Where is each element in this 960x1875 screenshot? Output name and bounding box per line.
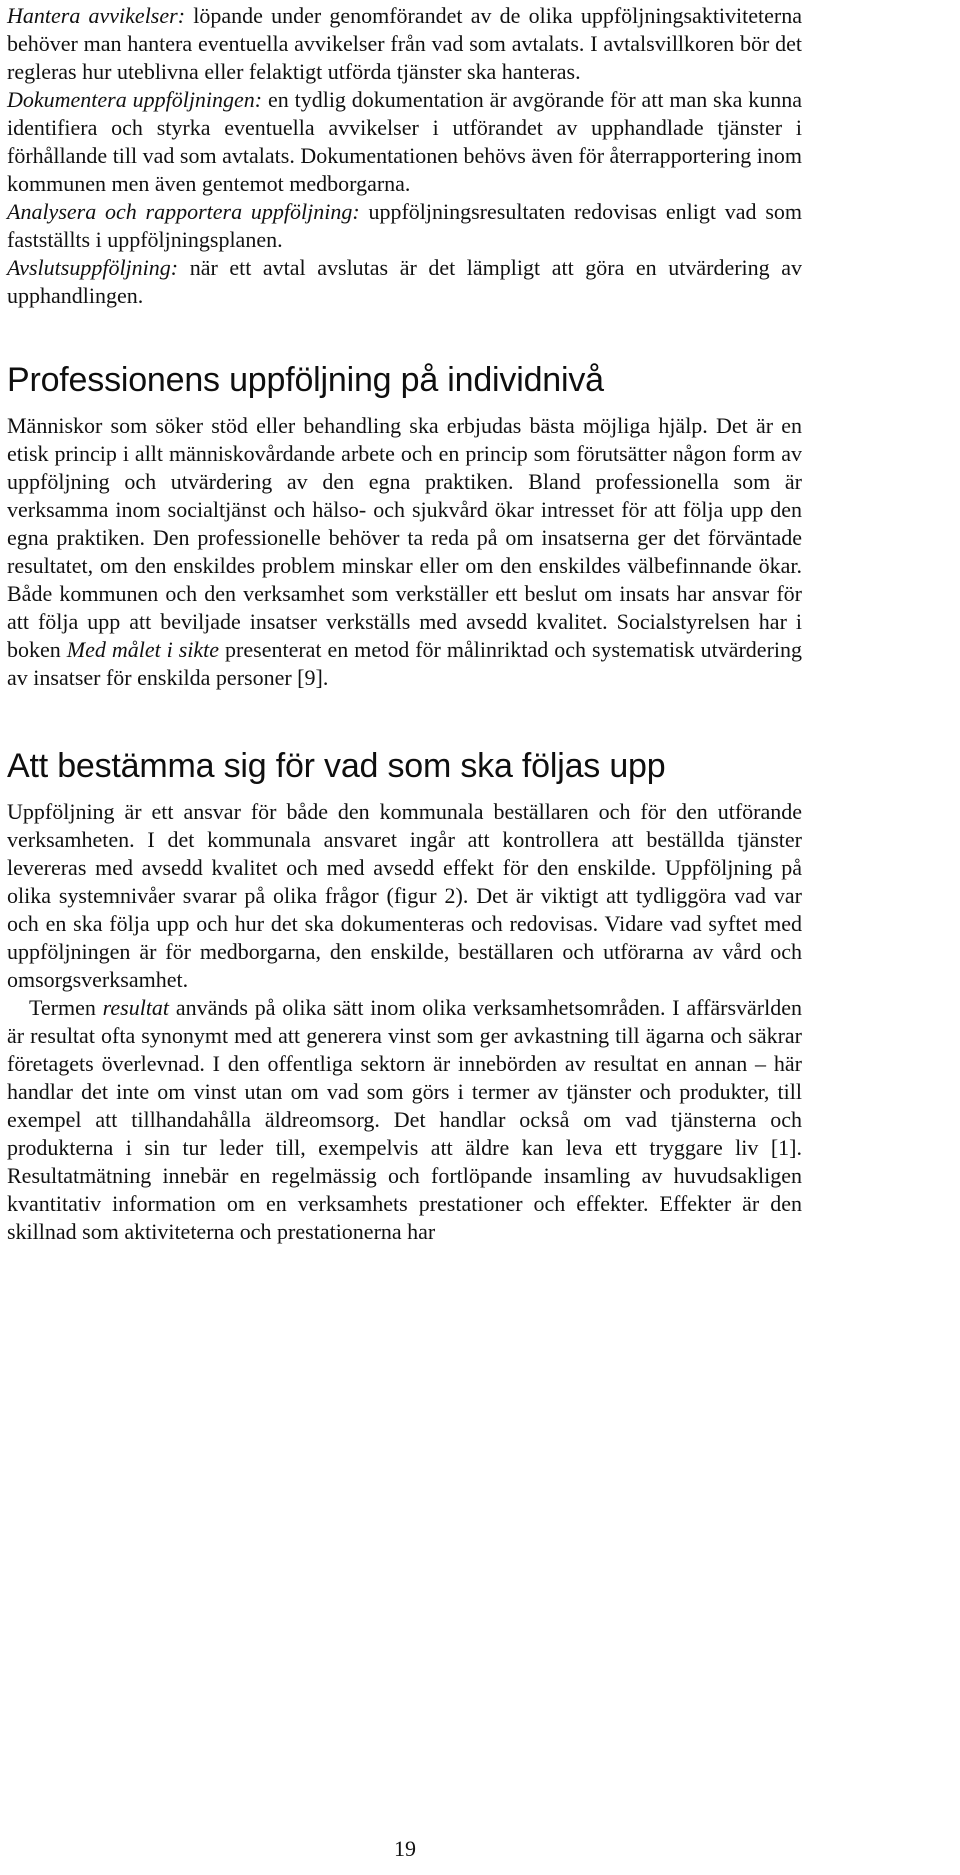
paragraph-analysera-och-rapportera (7, 198, 802, 254)
term-label: Hantera avvikelser: (7, 3, 186, 28)
term-label: Analysera och rapportera uppföljning: (7, 199, 360, 224)
term-label: Dokumentera uppföljningen: (7, 87, 263, 112)
page-number: 19 (394, 1836, 416, 1861)
paragraph-dokumentera-uppfoljningen (7, 86, 802, 198)
term-label: Avslutsuppföljning: (7, 255, 179, 280)
paragraph-ansvar-for-uppfoljning (7, 798, 802, 994)
paragraph-text: Uppföljning är ett ansvar för både den kommunala beställaren och för den utförande verksamheten. I det kommunala ansvaret ingår att kontrollera att beställda tjänster levereras med avsedd kvalitet och med avsedd effekt för den enskilde. Uppföljning på olika systemnivåer svarar på olika frågor (figur 2). Det är viktigt att tydliggöra vad var och en ska följa upp och hur det ska dokumenteras och redovisas. Vidare vad syftet med uppföljningen är för medborgarna, den enskilde, beställaren och utförarna av vård och omsorgsverksamhet. (7, 799, 802, 992)
paragraph-professionens-uppfoljning (7, 412, 802, 692)
paragraph-text-tail: används på olika sätt inom olika verksamhetsområden. I affärsvärlden är resultat ofta synonymt med att generera vinst som ger avkastning till ägarna och säkrar företagets överlevnad. I den offentliga sektorn är innebörden av resultat en annan – här handlar det inte om vinst utan om vad som görs i termer av tjänster och produkter, till exempel att tillhandahålla äldreomsorg. Det handlar också om vad tjänsterna och produkterna i sin tur leder till, exempelvis att äldre kan leva ett tryggare liv [1]. Resultatmätning innebär en regelmässig och fortlöpande insamling av huvudsakligen kvantitativ information om en verksamhets prestationer och effekter. Effekter är den skillnad som aktiviteterna och prestationerna har (7, 995, 802, 1244)
paragraph-avslutsuppfoljning (7, 254, 802, 310)
paragraph-text: en tydlig dokumentation är avgörande för att man ska kunna identifiera och styrka eventuella avvikelser i utförandet av upphandlade tjänster i förhållande till vad som avtalats. Dokumentationen behövs även för återrapportering inom kommunen men även gentemot medborgarna. (7, 87, 802, 196)
paragraph-text: när ett avtal avslutas är det lämpligt att göra en utvärdering av upphandlingen. (7, 255, 802, 308)
paragraph-text: uppföljningsresultaten redovisas enligt vad som fastställts i uppföljningsplanen. (7, 199, 802, 252)
paragraph-text: Termen (29, 995, 103, 1020)
emphasized-term: resultat (102, 995, 170, 1020)
paragraph-text: löpande under genomförandet av de olika uppföljningsaktiviteterna behöver man hantera eventuella avvikelser från vad som avtalats. I avtalsvillkoren bör det regleras hur uteblivna eller felaktigt utförda tjänster ska hanteras. (7, 3, 803, 84)
paragraph-hantera-avvikelser (7, 2, 802, 86)
paragraph-text-tail: presenterat en metod för målinriktad och systematisk utvärdering av insatser för enskilda personer [9]. (7, 637, 803, 690)
page-content (7, 0, 802, 1246)
section-heading-professionens-uppfoljning: Professionens uppföljning på individnivå (7, 361, 604, 399)
paragraph-termen-resultat (7, 994, 802, 1246)
paragraph-text: Människor som söker stöd eller behandling ska erbjudas bästa möjliga hjälp. Det är en etisk princip i allt människovårdande arbete och en princip som förutsätter någon form av uppföljning och utvärdering av den egna praktiken. Bland professionella som är verksamma inom socialtjänst och hälso- och sjukvård ökar intresset för att följa upp den egna praktiken. Den professionelle behöver ta reda på om insatserna ger det förväntade resultatet, om den enskildes problem minskar eller om den enskildes välbefinnande ökar. Både kommunen och den verksamhet som verkställer ett beslut om insats har ansvar för att följa upp att beviljade insatser verkställs med avsedd kvalitet. Socialstyrelsen har i boken (7, 413, 802, 662)
book-title: Med målet i sikte (66, 637, 220, 662)
section-heading-vad-som-ska-foljas-upp: Att bestämma sig för vad som ska följas upp (7, 747, 666, 785)
